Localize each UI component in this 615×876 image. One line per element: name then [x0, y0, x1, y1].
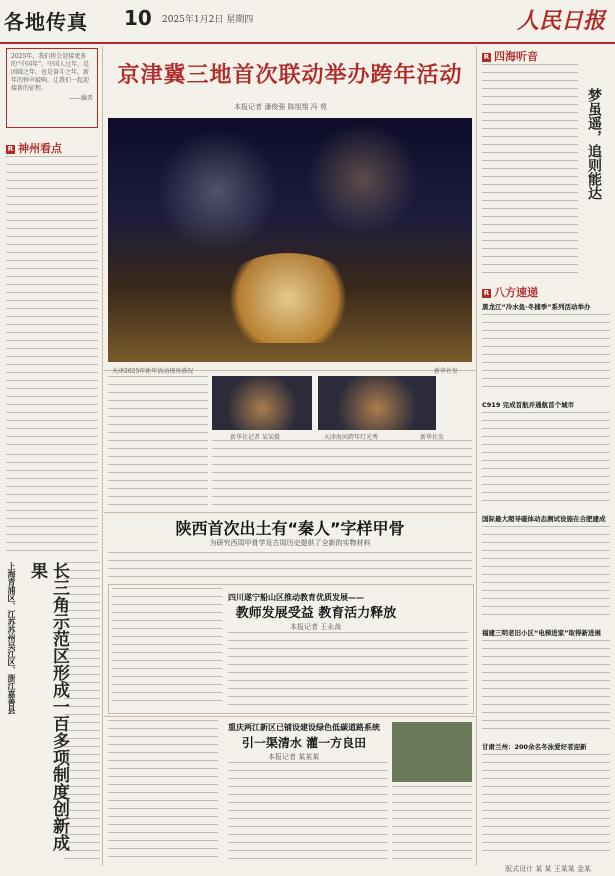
section-marker-icon: R — [7, 145, 14, 153]
bafang-item-body — [482, 640, 610, 736]
row-divider — [104, 512, 476, 513]
lead-photo-credit: 新华社发 — [434, 368, 459, 375]
shanghai-subtitle: 上海青浦区、江苏苏州吴江区、浙江嘉善县 — [7, 562, 16, 714]
bafang-item-title: 国际最大超导磁体动态测试设施在合肥建成 — [482, 515, 606, 523]
small-photo-right-caption: 天津海河跨年灯光秀 — [324, 434, 379, 441]
bafang-item-body — [482, 754, 610, 854]
chongqing-byline: 本报记者 某某某 — [268, 753, 320, 761]
lead-headline: 京津冀三地首次联动举办跨年活动 — [117, 63, 463, 88]
shenzhou-body — [6, 156, 98, 446]
bafang-item-title: C919 完成首航并通航首个城市 — [482, 401, 575, 409]
bafang-heading: R 八方速递 — [483, 286, 538, 299]
sihai-body — [482, 64, 578, 274]
sihai-heading: R 四海听音 — [483, 50, 538, 63]
sichuan-headline: 教师发展受益 教育活力释放 — [235, 606, 397, 621]
row-divider — [104, 716, 476, 717]
chongqing-kicker: 重庆两江新区已铺设建设绿色低碳道路系统 — [228, 723, 380, 732]
newspaper-logo: 人民日报 — [516, 8, 605, 34]
chongqing-body-left — [108, 720, 218, 860]
section-marker-icon: R — [483, 53, 490, 61]
sichuan-body-left — [112, 588, 222, 708]
shaanxi-body — [108, 552, 472, 580]
section-title: 各地传真 — [4, 10, 88, 34]
small-photo-left-caption: 新华社记者 某某摄 — [230, 434, 280, 441]
page-footer-editors: 版式设计 某 某 王某某 金某 — [505, 865, 591, 873]
bafang-item-body — [482, 412, 610, 508]
column-divider — [476, 46, 477, 866]
editor-note-author: ——编者 — [68, 95, 93, 102]
small-photo-right — [318, 376, 436, 430]
lead-byline: 本报记者 潘俊强 陈旭翔 冯 苑 — [234, 103, 327, 111]
section-marker-icon: R — [483, 289, 490, 297]
chongqing-headline: 引一渠清水 灌一方良田 — [241, 736, 367, 750]
shanghai-body — [64, 562, 100, 862]
lead-body-continued — [6, 454, 98, 554]
sihai-vertical-title: 梦虽遥，追则能达 — [586, 88, 602, 200]
editor-note-text: 2025年，我们将会迎接更多的“中国年”。中国人过年，是团圆之年，也是奋斗之年。新年的钟声敲响，让我们一起迎接新的征程。 — [11, 53, 90, 92]
lead-photo — [108, 118, 472, 362]
lead-body-left — [108, 376, 208, 506]
bafang-item-title: 甘肃兰州：200余名冬泳爱好者迎新 — [482, 743, 587, 751]
shaanxi-subtitle: 为研究西周甲骨学及古周历史提供了全新的实物材料 — [209, 539, 371, 547]
lead-photo-caption: 天津2025年新年活动现场盛况 — [112, 368, 194, 375]
page-number: 10 — [124, 6, 152, 30]
shaanxi-headline: 陕西首次出土有“秦人”字样甲骨 — [175, 519, 405, 538]
page-header — [0, 0, 615, 44]
lead-body-bottom — [212, 440, 472, 508]
bafang-item-body — [482, 314, 610, 394]
editor-note — [6, 48, 98, 128]
bafang-item-title: 福建三明老旧小区“电梯进家”取得新进展 — [482, 629, 602, 637]
bafang-item-body — [482, 526, 610, 622]
chongqing-body — [228, 762, 388, 860]
shenzhou-heading: R 神州看点 — [7, 142, 62, 155]
chongqing-body-right — [392, 786, 472, 860]
column-divider — [102, 46, 103, 866]
shanghai-headline: 长三角示范区形成一百多项制度创新成果 — [27, 562, 69, 851]
issue-date: 2025年1月2日 星期四 — [162, 15, 254, 25]
small-photo-left — [212, 376, 312, 430]
stage-glow — [218, 253, 358, 343]
bafang-item-title: 黑龙江“冷水鱼·冬捕季”系列活动举办 — [482, 303, 591, 311]
small-photo-right-credit: 新华社发 — [420, 434, 445, 441]
sichuan-kicker: 四川遂宁船山区推动教育优质发展—— — [228, 593, 364, 602]
chongqing-photo — [392, 722, 472, 782]
sichuan-body-right — [228, 632, 468, 708]
sichuan-byline: 本报记者 王永战 — [290, 623, 342, 631]
